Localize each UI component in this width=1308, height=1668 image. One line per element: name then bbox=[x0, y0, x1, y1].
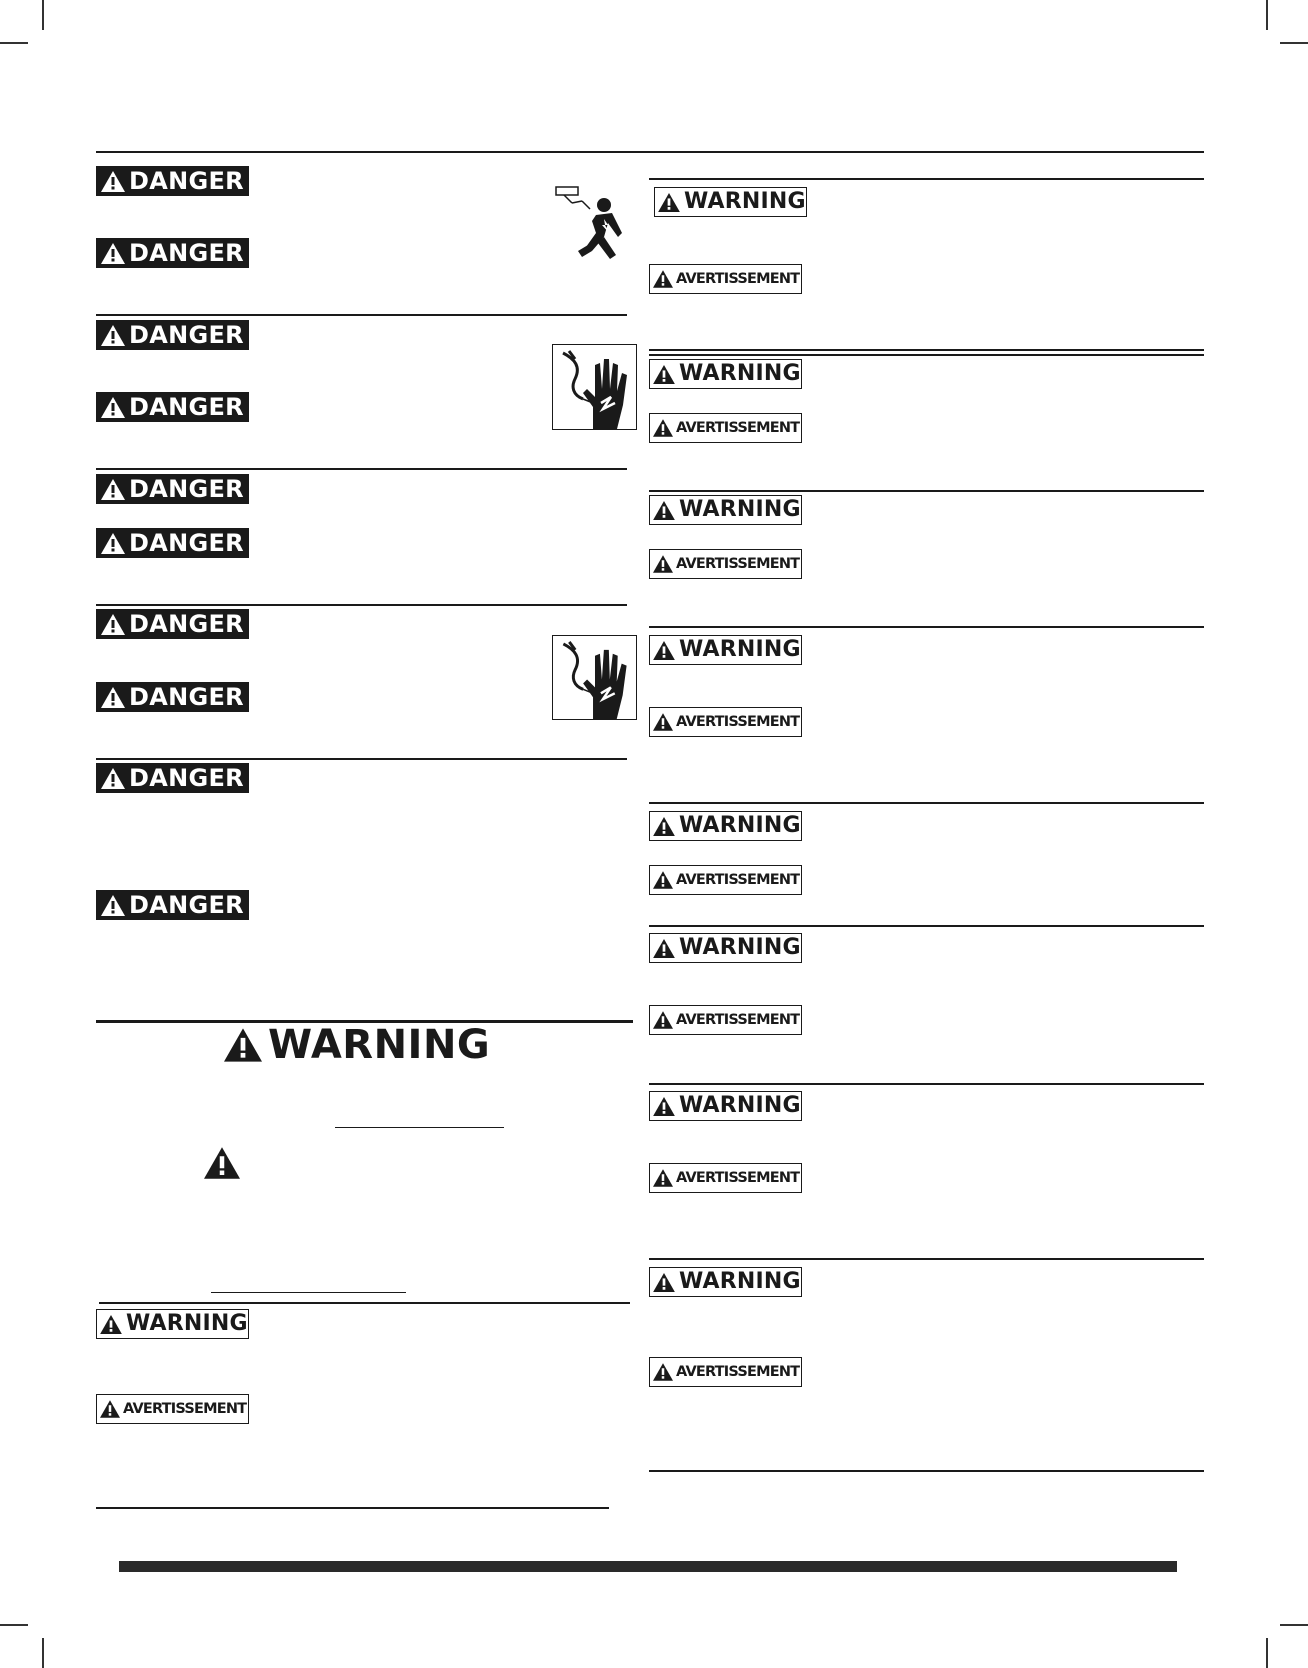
warning-triangle-icon bbox=[653, 713, 673, 731]
avertissement-label bbox=[649, 1357, 802, 1387]
avertissement-label bbox=[649, 707, 802, 737]
warning-label bbox=[96, 1309, 249, 1339]
warning-triangle-icon bbox=[101, 479, 125, 500]
avertissement-text: AVERTISSEMENT bbox=[676, 270, 800, 287]
avertissement-text: AVERTISSEMENT bbox=[676, 419, 800, 436]
danger-label bbox=[96, 763, 249, 793]
section-rule-double bbox=[649, 354, 1204, 356]
warning-triangle-icon bbox=[224, 1028, 262, 1062]
danger-label bbox=[96, 528, 249, 558]
danger-text: DANGER bbox=[129, 764, 244, 792]
section-rule bbox=[649, 1258, 1204, 1260]
warning-text: WARNING bbox=[679, 935, 801, 960]
danger-text: DANGER bbox=[129, 239, 244, 267]
avertissement-text: AVERTISSEMENT bbox=[123, 1400, 247, 1417]
warning-triangle-icon bbox=[653, 1273, 675, 1292]
warning-triangle-icon bbox=[653, 817, 675, 836]
section-rule bbox=[649, 490, 1204, 492]
warning-triangle-icon bbox=[100, 1400, 120, 1418]
warning-triangle-icon bbox=[101, 687, 125, 708]
warning-triangle-icon bbox=[101, 397, 125, 418]
warning-triangle-icon bbox=[653, 365, 675, 384]
warning-text: WARNING bbox=[684, 189, 806, 214]
avertissement-text: AVERTISSEMENT bbox=[676, 1169, 800, 1186]
top-rule bbox=[96, 151, 1204, 153]
crop-mark bbox=[1266, 1638, 1268, 1668]
warning-triangle-icon bbox=[653, 1097, 675, 1116]
avertissement-label bbox=[649, 865, 802, 895]
section-rule bbox=[96, 468, 627, 470]
danger-text: DANGER bbox=[129, 529, 244, 557]
avertissement-label bbox=[649, 264, 802, 294]
section-rule bbox=[649, 178, 1204, 180]
warning-label bbox=[649, 1091, 802, 1121]
crop-mark bbox=[1280, 42, 1308, 44]
avertissement-text: AVERTISSEMENT bbox=[676, 1011, 800, 1028]
avertissement-text: AVERTISSEMENT bbox=[676, 713, 800, 730]
crop-mark bbox=[0, 42, 28, 44]
danger-label bbox=[96, 166, 249, 196]
warning-triangle-icon bbox=[653, 1363, 673, 1381]
warning-label bbox=[649, 933, 802, 963]
danger-text: DANGER bbox=[129, 393, 244, 421]
avertissement-text: AVERTISSEMENT bbox=[676, 555, 800, 572]
danger-text: DANGER bbox=[129, 683, 244, 711]
electric-shock-person-icon bbox=[552, 185, 634, 265]
section-rule-double bbox=[649, 349, 1204, 351]
warning-label bbox=[649, 811, 802, 841]
warning-triangle-icon bbox=[101, 895, 125, 916]
danger-text: DANGER bbox=[129, 610, 244, 638]
warning-triangle-icon bbox=[101, 243, 125, 264]
warning-triangle-icon bbox=[653, 871, 673, 889]
warning-text: WARNING bbox=[679, 813, 801, 838]
warning-text: WARNING bbox=[679, 1093, 801, 1118]
warning-label bbox=[649, 1267, 802, 1297]
danger-label bbox=[96, 238, 249, 268]
hand-shock-icon bbox=[552, 635, 637, 720]
warning-text: WARNING bbox=[679, 497, 801, 522]
underline-rule bbox=[211, 1292, 406, 1293]
danger-text: DANGER bbox=[129, 321, 244, 349]
avertissement-text: AVERTISSEMENT bbox=[676, 1363, 800, 1380]
section-rule bbox=[96, 604, 627, 606]
danger-text: DANGER bbox=[129, 475, 244, 503]
crop-mark bbox=[0, 1624, 28, 1626]
section-rule bbox=[649, 925, 1204, 927]
warning-triangle-icon bbox=[101, 768, 125, 789]
warning-triangle-icon bbox=[204, 1146, 240, 1180]
warning-text: WARNING bbox=[679, 637, 801, 662]
avertissement-label bbox=[96, 1394, 249, 1424]
crop-mark bbox=[1280, 1624, 1308, 1626]
section-rule bbox=[649, 1470, 1204, 1472]
warning-label bbox=[649, 359, 802, 389]
danger-text: DANGER bbox=[129, 167, 244, 195]
warning-triangle-icon bbox=[653, 1169, 673, 1187]
avertissement-label bbox=[649, 1163, 802, 1193]
warning-triangle-icon bbox=[101, 171, 125, 192]
crop-mark bbox=[42, 0, 44, 30]
avertissement-label bbox=[649, 549, 802, 579]
warning-triangle-icon bbox=[101, 325, 125, 346]
danger-label bbox=[96, 320, 249, 350]
warning-triangle-icon bbox=[653, 939, 675, 958]
danger-label bbox=[96, 392, 249, 422]
avertissement-text: AVERTISSEMENT bbox=[676, 871, 800, 888]
warning-triangle-icon bbox=[653, 270, 673, 288]
section-rule bbox=[96, 314, 627, 316]
warning-triangle-icon bbox=[100, 1315, 122, 1334]
section-rule bbox=[649, 802, 1204, 804]
warning-triangle-icon bbox=[658, 193, 680, 212]
warning-triangle-icon bbox=[101, 533, 125, 554]
crop-mark bbox=[1266, 0, 1268, 30]
avertissement-label bbox=[649, 1005, 802, 1035]
section-rule bbox=[96, 1507, 609, 1509]
hand-shock-icon bbox=[552, 344, 637, 430]
underline-rule bbox=[335, 1127, 504, 1128]
footer-bar bbox=[119, 1561, 1177, 1572]
big-warning-title: WARNING bbox=[268, 1022, 491, 1068]
warning-text: WARNING bbox=[679, 361, 801, 386]
warning-triangle-icon bbox=[101, 614, 125, 635]
warning-triangle-icon bbox=[653, 555, 673, 573]
section-rule bbox=[96, 758, 627, 760]
avertissement-label bbox=[649, 413, 802, 443]
section-rule bbox=[649, 1083, 1204, 1085]
warning-triangle-icon bbox=[653, 641, 675, 660]
section-rule bbox=[649, 626, 1204, 628]
danger-label bbox=[96, 682, 249, 712]
section-rule bbox=[99, 1302, 630, 1304]
warning-label bbox=[649, 635, 802, 665]
warning-triangle-icon bbox=[653, 1011, 673, 1029]
warning-triangle-icon bbox=[653, 419, 673, 437]
danger-label bbox=[96, 609, 249, 639]
crop-mark bbox=[42, 1638, 44, 1668]
warning-label bbox=[649, 495, 802, 525]
danger-text: DANGER bbox=[129, 891, 244, 919]
warning-triangle-icon bbox=[653, 501, 675, 520]
danger-label bbox=[96, 890, 249, 920]
warning-text: WARNING bbox=[679, 1269, 801, 1294]
big-warning-heading bbox=[224, 1022, 491, 1068]
warning-text: WARNING bbox=[126, 1311, 248, 1336]
danger-label bbox=[96, 474, 249, 504]
warning-label bbox=[654, 187, 807, 217]
